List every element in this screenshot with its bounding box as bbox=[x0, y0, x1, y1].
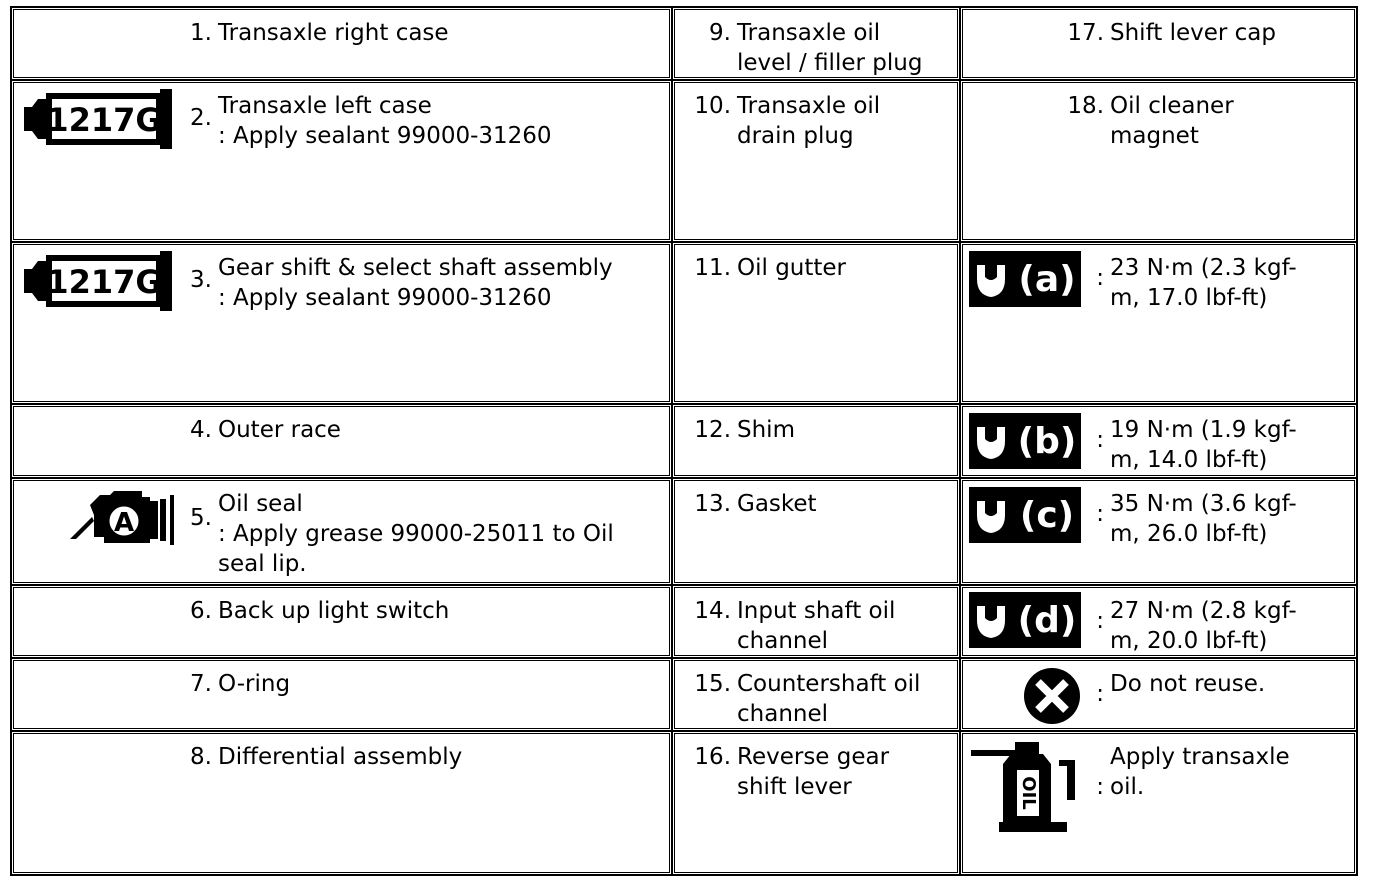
torque-value: 23 N·m (2.3 kgf- bbox=[1110, 255, 1297, 281]
item-number: 11. bbox=[694, 255, 731, 281]
item-note: seal lip. bbox=[218, 551, 307, 577]
legend-cell bbox=[672, 658, 960, 731]
legend-cell bbox=[960, 404, 1357, 478]
torque-value: 19 N·m (1.9 kgf- bbox=[1110, 417, 1297, 443]
item-label: Gear shift & select shaft assembly bbox=[218, 255, 613, 281]
item-label: Back up light switch bbox=[218, 598, 450, 624]
item-label: channel bbox=[737, 701, 829, 727]
item-label: oil. bbox=[1110, 774, 1145, 800]
item-number: : bbox=[1096, 681, 1104, 707]
item-label: level / filler plug bbox=[737, 50, 923, 76]
item-number: : bbox=[1096, 774, 1104, 800]
item-label: Transaxle oil bbox=[737, 93, 881, 119]
item-label: magnet bbox=[1110, 123, 1199, 149]
legend-cell bbox=[672, 80, 960, 242]
item-label: Do not reuse. bbox=[1110, 671, 1266, 697]
grease-gun-icon bbox=[70, 491, 174, 547]
sealant-code: 1217G bbox=[46, 101, 162, 139]
legend-cell bbox=[11, 658, 672, 731]
sealant-tube-icon bbox=[24, 87, 172, 151]
item-label: Shift lever cap bbox=[1110, 20, 1276, 46]
legend-cell bbox=[960, 80, 1357, 242]
item-number: 10. bbox=[694, 93, 731, 119]
oil-label: OIL bbox=[1018, 776, 1039, 810]
item-label: Shim bbox=[737, 417, 795, 443]
item-label: Gasket bbox=[737, 491, 817, 517]
torque-wrench-icon bbox=[969, 251, 1081, 307]
item-number: 6. bbox=[190, 598, 212, 624]
item-note: : Apply sealant 99000-31260 bbox=[218, 285, 552, 311]
item-number: : bbox=[1096, 501, 1104, 527]
item-label: Countershaft oil bbox=[737, 671, 921, 697]
item-label: Oil cleaner bbox=[1110, 93, 1234, 119]
legend-cell bbox=[11, 731, 672, 875]
legend-cell bbox=[960, 658, 1357, 731]
item-number: 12. bbox=[694, 417, 731, 443]
item-number: 16. bbox=[694, 744, 731, 770]
torque-value: m, 17.0 lbf-ft) bbox=[1110, 285, 1268, 311]
item-number: : bbox=[1096, 427, 1104, 453]
legend-cell bbox=[11, 80, 672, 242]
item-note: : Apply sealant 99000-31260 bbox=[218, 123, 552, 149]
sealant-tube-icon bbox=[24, 249, 172, 313]
item-number: 8. bbox=[190, 744, 212, 770]
torque-value: m, 26.0 lbf-ft) bbox=[1110, 521, 1268, 547]
parts-legend-table bbox=[10, 6, 1356, 874]
legend-cell bbox=[672, 585, 960, 658]
item-number: 17. bbox=[1067, 20, 1104, 46]
item-number: 3. bbox=[190, 267, 212, 293]
item-label: O-ring bbox=[218, 671, 291, 697]
torque-letter: (c) bbox=[1019, 495, 1075, 536]
legend-cell bbox=[672, 478, 960, 585]
torque-value: 35 N·m (3.6 kgf- bbox=[1110, 491, 1297, 517]
item-number: 18. bbox=[1067, 93, 1104, 119]
torque-letter: (b) bbox=[1017, 421, 1077, 462]
legend-cell bbox=[960, 7, 1357, 80]
torque-wrench-icon bbox=[969, 592, 1081, 648]
legend-cell bbox=[960, 585, 1357, 658]
item-label: Reverse gear bbox=[737, 744, 890, 770]
do-not-reuse-icon bbox=[1023, 667, 1081, 725]
item-label: drain plug bbox=[737, 123, 854, 149]
item-number: 13. bbox=[694, 491, 731, 517]
item-number: : bbox=[1096, 608, 1104, 634]
legend-cell bbox=[672, 404, 960, 478]
item-number: 9. bbox=[709, 20, 731, 46]
legend-cell bbox=[672, 7, 960, 80]
item-number: 15. bbox=[694, 671, 731, 697]
oil-can-icon bbox=[971, 742, 1083, 832]
item-label: channel bbox=[737, 628, 829, 654]
torque-value: 27 N·m (2.8 kgf- bbox=[1110, 598, 1297, 624]
item-label: Oil seal bbox=[218, 491, 303, 517]
legend-cell bbox=[960, 478, 1357, 585]
legend-cell bbox=[960, 731, 1357, 875]
legend-cell bbox=[11, 585, 672, 658]
legend-cell bbox=[11, 404, 672, 478]
item-number: 4. bbox=[190, 417, 212, 443]
sealant-code: 1217G bbox=[46, 263, 162, 301]
item-number: 14. bbox=[694, 598, 731, 624]
legend-cell bbox=[672, 731, 960, 875]
grease-code: A bbox=[113, 508, 135, 538]
legend-cell bbox=[11, 242, 672, 404]
torque-value: m, 20.0 lbf-ft) bbox=[1110, 628, 1268, 654]
item-label: shift lever bbox=[737, 774, 852, 800]
item-number: 7. bbox=[190, 671, 212, 697]
legend-cell bbox=[11, 478, 672, 585]
item-label: Transaxle right case bbox=[218, 20, 449, 46]
item-number: 5. bbox=[190, 505, 212, 531]
torque-value: m, 14.0 lbf-ft) bbox=[1110, 447, 1268, 473]
legend-cell bbox=[11, 7, 672, 80]
item-label: Input shaft oil bbox=[737, 598, 896, 624]
item-label: Differential assembly bbox=[218, 744, 463, 770]
item-label: Transaxle left case bbox=[218, 93, 432, 119]
item-number: 1. bbox=[190, 20, 212, 46]
torque-letter: (d) bbox=[1017, 600, 1077, 641]
legend-cell bbox=[960, 242, 1357, 404]
torque-wrench-icon bbox=[969, 487, 1081, 543]
item-number: 2. bbox=[190, 105, 212, 131]
torque-wrench-icon bbox=[969, 413, 1081, 469]
item-label: Apply transaxle bbox=[1110, 744, 1290, 770]
item-label: Outer race bbox=[218, 417, 341, 443]
torque-letter: (a) bbox=[1018, 259, 1076, 300]
item-note: : Apply grease 99000-25011 to Oil bbox=[218, 521, 614, 547]
legend-cell bbox=[672, 242, 960, 404]
item-label: Transaxle oil bbox=[737, 20, 881, 46]
item-label: Oil gutter bbox=[737, 255, 847, 281]
item-number: : bbox=[1096, 265, 1104, 291]
